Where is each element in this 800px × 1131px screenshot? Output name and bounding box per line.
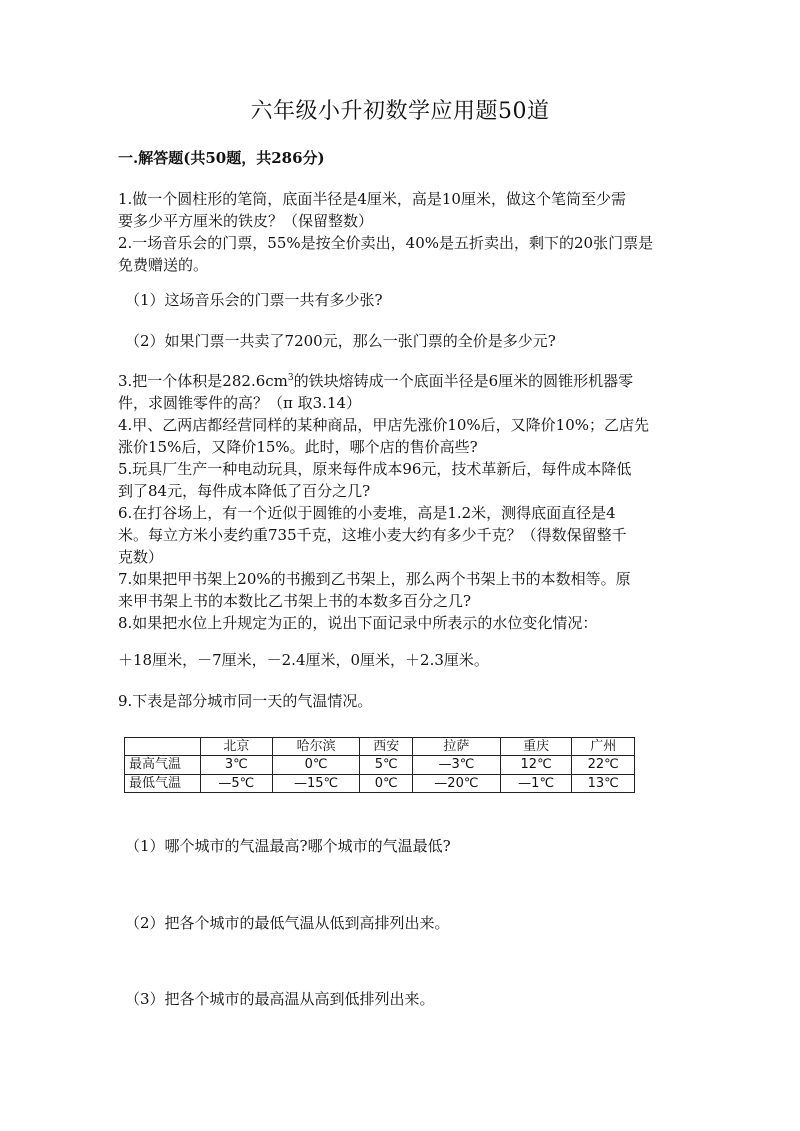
table-row-label: 最低气温	[125, 774, 201, 792]
temperature-table	[124, 737, 635, 793]
question-4	[118, 414, 686, 458]
table-cell: 13℃	[572, 774, 635, 792]
table-cell: —20℃	[412, 774, 500, 792]
section-heading: 一.解答题(共50题，共286分)	[118, 149, 325, 167]
question-1-line-1: 1.做一个圆柱形的笔筒，底面半径是4厘米，高是10厘米，做这个笔筒至少需	[118, 190, 626, 208]
table-cell: 3℃	[201, 756, 273, 774]
question-9-sub-1: （1）哪个城市的气温最高?哪个城市的气温最低?	[125, 837, 451, 855]
table-cell: 12℃	[500, 756, 572, 774]
question-3-volume-text: 3.把一个体积是282.6cm	[118, 372, 288, 390]
question-4-line-2: 涨价15%后，又降价15%。此时，哪个店的售价高些?	[118, 438, 478, 456]
question-6-line-2: 米。每立方米小麦约重735千克，这堆小麦大约有多少千克？（得数保留整千	[118, 526, 627, 544]
table-cell: —1℃	[500, 774, 572, 792]
question-5	[118, 458, 686, 502]
question-7-line-1: 7.如果把甲书架上20%的书搬到乙书架上，那么两个书架上书的本数相等。原	[118, 570, 631, 588]
question-2-sub-1: （1）这场音乐会的门票一共有多少张?	[125, 291, 383, 309]
question-9-sub-3: （3）把各个城市的最高温从高到低排列出来。	[125, 990, 435, 1008]
question-7-line-2: 来甲书架上书的本数比乙书架上书的本数多百分之几?	[118, 592, 472, 610]
question-8: 8.如果把水位上升规定为正的，说出下面记录中所表示的水位变化情况：	[118, 614, 598, 632]
table-row	[125, 756, 635, 774]
question-9: 9.下表是部分城市同一天的气温情况。	[118, 692, 373, 710]
table-header-cell: 广州	[572, 738, 635, 756]
question-3-line-1-rest: 的铁块熔铸成一个底面半径是6厘米的圆锥形机器零	[293, 372, 634, 390]
question-3	[118, 370, 686, 414]
table-cell: —15℃	[272, 774, 360, 792]
question-6-line-1: 6.在打谷场上，有一个近似于圆锥的小麦堆，高是1.2米，测得底面直径是4	[118, 504, 616, 522]
question-2-line-2: 免费赠送的。	[118, 256, 209, 274]
question-7	[118, 568, 686, 612]
table-cell: 0℃	[272, 756, 360, 774]
question-1-line-2: 要多少平方厘米的铁皮？（保留整数）	[118, 212, 374, 230]
question-8-values: ＋18厘米，－7厘米，－2.4厘米，0厘米，＋2.3厘米。	[118, 651, 489, 669]
cubic-superscript: 3	[287, 373, 294, 383]
table-header-cell: 北京	[201, 738, 273, 756]
table-row	[125, 774, 635, 792]
table-row-label: 最高气温	[125, 756, 201, 774]
table-cell: —5℃	[201, 774, 273, 792]
table-cell: 22℃	[572, 756, 635, 774]
table-cell: 5℃	[360, 756, 413, 774]
question-5-line-1: 5.玩具厂生产一种电动玩具，原来每件成本96元，技术革新后，每件成本降低	[118, 460, 632, 478]
question-2-sub-2: （2）如果门票一共卖了7200元，那么一张门票的全价是多少元?	[125, 332, 556, 350]
question-1	[118, 188, 686, 232]
question-9-sub-2: （2）把各个城市的最低气温从低到高排列出来。	[125, 914, 450, 932]
table-header-row	[125, 738, 635, 756]
question-2-line-1: 2.一场音乐会的门票，55%是按全价卖出，40%是五折卖出，剩下的20张门票是	[118, 234, 654, 252]
question-3-line-2: 件，求圆锥零件的高？（π 取3.14）	[118, 394, 362, 412]
table-cell: —3℃	[412, 756, 500, 774]
table-header-cell	[125, 738, 201, 756]
table-header-cell: 西安	[360, 738, 413, 756]
question-6	[118, 502, 686, 568]
table-header-cell: 哈尔滨	[272, 738, 360, 756]
table-cell: 0℃	[360, 774, 413, 792]
table-header-cell: 拉萨	[412, 738, 500, 756]
question-5-line-2: 到了84元，每件成本降低了百分之几?	[118, 482, 371, 500]
table-header-cell: 重庆	[500, 738, 572, 756]
question-4-line-1: 4.甲、乙两店都经营同样的某种商品，甲店先涨价10%后，又降价10%；乙店先	[118, 416, 649, 434]
page-title: 六年级小升初数学应用题50道	[250, 99, 550, 124]
question-6-line-3: 克数）	[118, 548, 164, 566]
question-2	[118, 232, 686, 276]
question-3-line-1	[118, 370, 686, 392]
